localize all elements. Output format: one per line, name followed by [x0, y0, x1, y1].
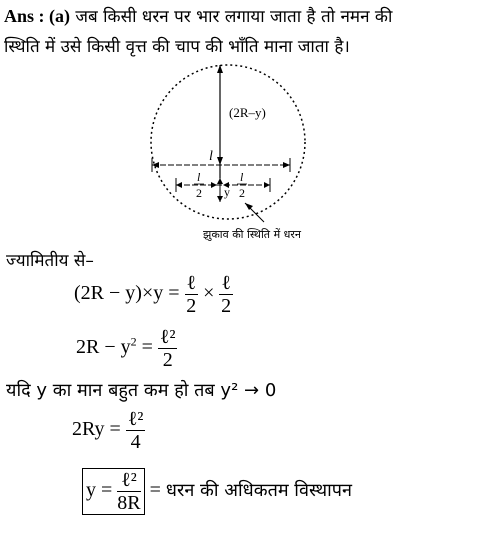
label-l: l	[209, 149, 213, 164]
eq4-equals: =	[149, 479, 161, 502]
y-bottom-arrow	[217, 196, 223, 202]
eq1-frac-b: $\frac{\text{ℓ}}{2}$	[221, 272, 232, 317]
equation-3	[72, 408, 145, 453]
equation-2: $2R - y^2$ = $\frac{\text{ℓ²}}{2}$	[76, 326, 176, 371]
figure-caption: झुकाव की स्थिति में धरन	[203, 228, 302, 241]
diameter-bottom-arrow	[217, 157, 223, 165]
final-result-box	[82, 468, 145, 515]
eq4-rhs-text: धरन की अधिकतम विस्थापन	[165, 480, 353, 502]
eq4-frac: $\frac{\text{ℓ²}}{8R}$	[117, 469, 141, 514]
intro-text-2: स्थिति में उसे किसी वृत्त की चाप की भाँति माना जाता है।	[4, 37, 350, 57]
label-y: y	[224, 185, 230, 199]
eq2-frac: $\frac{\text{ℓ²}}{2}$	[159, 326, 176, 371]
equation-4	[82, 468, 352, 515]
label-half-l-left-num: l	[197, 170, 201, 184]
caption-pointer-arrow	[245, 203, 253, 210]
label-half-l-left-den: 2	[196, 186, 202, 200]
half-left-arrow-a	[176, 182, 182, 188]
eq3-lhs: 2Ry =	[72, 418, 121, 441]
condition-line: यदि y का मान बहुत कम हो तब y² → 0	[6, 380, 277, 401]
eq1-frac-a: $\frac{\text{ℓ}}{2}$	[186, 272, 197, 317]
half-left-arrow-b	[211, 182, 217, 188]
eq1-times: ×	[203, 282, 215, 305]
eq3-frac: $\frac{\text{ℓ²}}{4}$	[127, 408, 144, 453]
label-2R-minus-y: (2R–y)	[229, 105, 266, 120]
eq2-lhs: 2R − y	[76, 336, 131, 359]
half-right-arrow-b	[264, 182, 270, 188]
eq1-lhs: (2R − y)×y =	[74, 282, 180, 305]
label-half-l-right-den: 2	[239, 186, 245, 200]
chord-right-arrow	[283, 162, 290, 168]
y-top-arrow	[217, 178, 223, 184]
label-half-l-right-num: l	[240, 170, 244, 184]
answer-prefix: Ans : (a)	[4, 6, 70, 26]
intro-text-1: जब किसी धरन पर भार लगाया जाता है तो नमन की	[75, 7, 393, 27]
geom-heading: ज्यामितीय से–	[6, 251, 94, 271]
eq4-lhs: y =	[86, 479, 113, 502]
equation-1	[74, 272, 233, 317]
